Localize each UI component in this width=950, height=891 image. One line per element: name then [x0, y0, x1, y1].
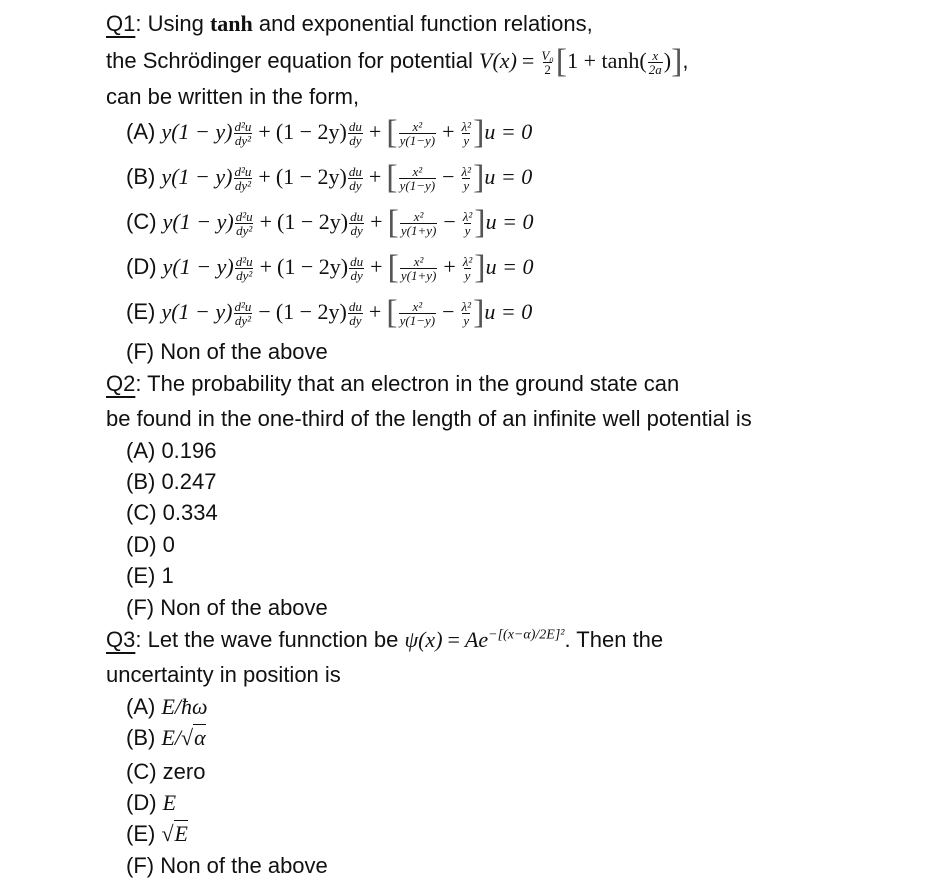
q1-option-a: (A) y(1 − y) $\frac{\text{d²u}}{\text{dy²}}$ + (1 − 2y) $\frac{du}{dy}$ + [ $\frac{\text{x²}}{y(1-y)}$ + $\frac{\text{λ²}}{y}$ ]u = 0 — [126, 114, 533, 152]
q1-option-e: (E) y(1 − y) $\frac{\text{d²u}}{\text{dy²}}$ − (1 − 2y) $\frac{du}{dy}$ + [ $\frac{\text{x²}}{y(1-y)}$ − $\frac{\text{λ²}}{y}$ ]u = 0 — [126, 294, 533, 332]
q1-option-c: (C) y(1 − y) $\frac{\text{d²u}}{\text{dy²}}$ + (1 − 2y) $\frac{du}{dy}$ + [ $\frac{\text{x²}}{y(1+y)}$ − $\frac{\text{λ²}}{y}$ ]u = 0 — [126, 204, 534, 242]
q1-line1: Q1: Using tanh and exponential function relations, — [106, 11, 593, 36]
q3-option-b: (B) E/√α — [126, 725, 206, 750]
q2-option-d: (D) 0 — [126, 532, 175, 557]
q1-line3: can be written in the form, — [106, 84, 360, 109]
q2-number: Q2 — [106, 371, 136, 396]
q3-option-d: (D) E — [126, 790, 177, 815]
q3-option-c: (C) zero — [126, 759, 206, 784]
q2-option-b: (B) 0.247 — [126, 469, 217, 494]
q3-option-e: (E) √E — [126, 821, 188, 846]
q1-option-d: (D) y(1 − y) $\frac{\text{d²u}}{\text{dy²}}$ + (1 − 2y) $\frac{du}{dy}$ + [ $\frac{\text{x²}}{y(1+y)}$ + $\frac{\text{λ²}}{y}$ ]u = 0 — [126, 249, 534, 287]
q2-option-f: (F) Non of the above — [126, 595, 328, 620]
q1-option-f: (F) Non of the above — [126, 339, 328, 364]
q1-number: Q1 — [106, 11, 136, 36]
v0-over-2: $\frac{\text{V₀}}{2}$ — [541, 47, 554, 77]
q3-option-f: (F) Non of the above — [126, 853, 328, 878]
q2-option-a: (A) 0.196 — [126, 438, 217, 463]
x-over-2a: $\frac{x}{2a}$ — [648, 47, 662, 77]
q2-option-c: (C) 0.334 — [126, 500, 218, 525]
q2-option-e: (E) 1 — [126, 563, 174, 588]
tanh-word: tanh — [209, 11, 253, 36]
q3-line2: uncertainty in position is — [106, 662, 341, 687]
q3-number: Q3 — [106, 627, 136, 652]
q3-option-a: (A) E/ħω — [126, 694, 208, 719]
q2-line1: Q2: The probability that an electron in the ground state can — [106, 371, 680, 396]
q1-option-b: (B) y(1 − y) $\frac{\text{d²u}}{\text{dy²}}$ + (1 − 2y) $\frac{du}{dy}$ + [ $\frac{\text{x²}}{y(1-y)}$ − $\frac{\text{λ²}}{y}$ ]u = 0 — [126, 159, 533, 197]
q3-line1: Q3: Let the wave funnction be $\psi(x) = Ae^{-[(x-\alpha)/2E]^2}$. Then the — [106, 627, 664, 652]
q1-line2: the Schrödinger equation for potential V(x) = $\frac{\text{V₀}}{2}$ [1 + tanh( $\frac{x}{2a}$ )], — [106, 43, 689, 81]
q2-line2: be found in the one-third of the length of an infinite well potential is — [106, 406, 752, 431]
